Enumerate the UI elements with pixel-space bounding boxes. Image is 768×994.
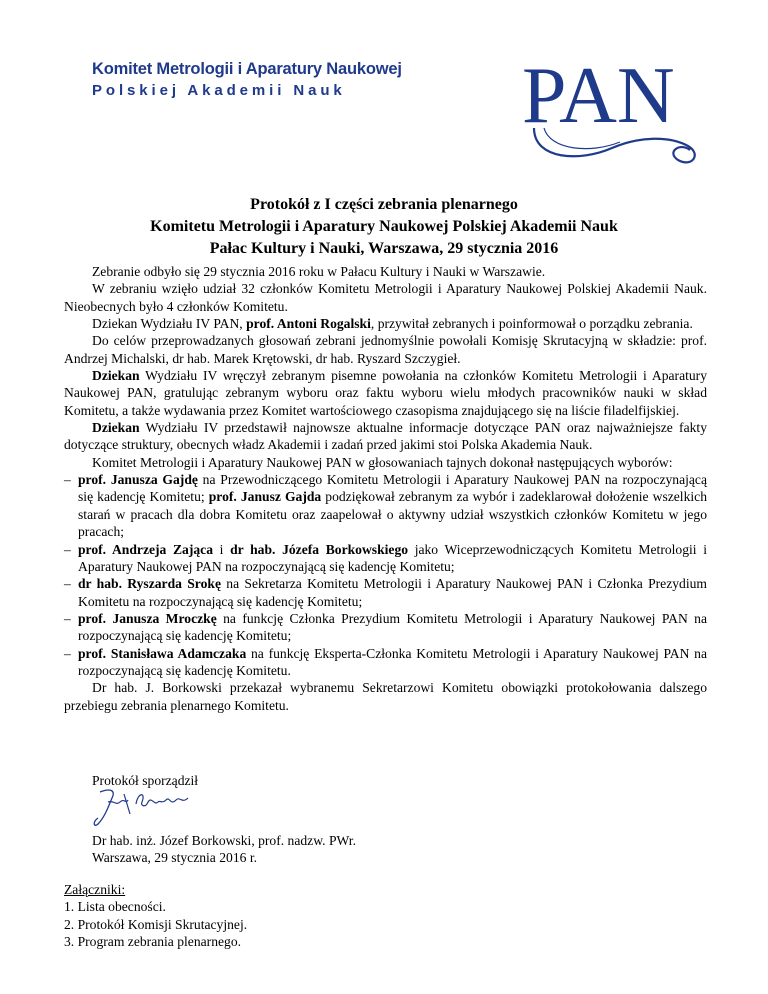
paragraph-welcome: Dziekan Wydziału IV PAN, prof. Antoni Rogalski, przywitał zebranych i poinformował o porządku zebrania.	[92, 316, 693, 332]
election-item-chair: – prof. Janusza Gajdę na Przewodniczącego Komitetu Metrologii i Aparatury Naukowej PAN na rozpoczynającą się kadencję Komitetu; prof. Janusz Gajda podziękował zebranym za wybór i zadeklarował dołożenie wszelkich starań w pracach dla dobra Komitetu oraz zaapelował o aktywny udział wszystkich członków Komitetu w jego pracach;	[64, 472, 707, 540]
signer-name: Dr hab. inż. Józef Borkowski, prof. nadzw. PWr.	[92, 833, 356, 848]
signature-graphic	[90, 784, 200, 830]
paragraph-handover: Dr hab. J. Borkowski przekazał wybranemu Sekretarzowi Komitetu obowiązki protokołowania dalszego przebiegu zebrania plenarnego Komitetu.	[64, 680, 707, 713]
title-line2: Komitetu Metrologii i Aparatury Naukowej Polskiej Akademii Nauk	[150, 218, 618, 235]
org-name-line2: Polskiej Akademii Nauk	[92, 82, 346, 99]
paragraph-elections: Komitet Metrologii i Aparatury Naukowej PAN w głosowaniach tajnych dokonał następujących wyborów:	[92, 454, 673, 470]
paragraph-appointments: Dziekan Wydziału IV wręczył zebranym pisemne powołania na członków Komitetu Metrologii i Aparatury Naukowej PAN, gratulując zebranym wyboru oraz faktu wyboru wielu młodych pracowników nauki w skład Komitetu, a także wydawania przez Komitet wartościowego czasopisma znajdującego się na liście filadelfijskiej.	[64, 368, 707, 418]
document-title	[0, 194, 768, 260]
document-body	[64, 263, 707, 714]
paragraph-meeting-date: Zebranie odbyło się 29 stycznia 2016 roku w Pałacu Kultury i Nauki w Warszawie.	[92, 264, 546, 279]
title-line1: Protokół z I części zebrania plenarnego	[250, 196, 518, 213]
attachments-heading: Załączniki:	[64, 882, 126, 897]
pan-logo-text: PAN	[522, 52, 675, 140]
election-item-vice-chairs: – prof. Andrzeja Zająca i dr hab. Józefa Borkowskiego jako Wiceprzewodniczących Komitetu Metrologii i Aparatury Naukowej PAN na rozpoczynającą się kadencję Komitetu;	[64, 541, 708, 574]
attachments	[64, 881, 247, 951]
title-line3: Pałac Kultury i Nauki, Warszawa, 29 stycznia 2016	[209, 240, 559, 257]
org-header	[92, 60, 402, 99]
paragraph-news: Dziekan Wydziału IV przedstawił najnowsze aktualne informacje dotyczące PAN oraz najważniejsze fakty dotyczące struktury, obecnych władz Akademii i zadań przed jakimi stoi Polska Akademia Nauk.	[64, 420, 707, 453]
signer-block	[92, 832, 356, 867]
attachment-item: 1. Lista obecności.	[64, 899, 166, 915]
pan-logo	[520, 50, 705, 175]
org-name-line1: Komitet Metrologii i Aparatury Naukowej	[92, 60, 402, 78]
signature-label: Protokół sporządził	[92, 773, 199, 788]
paragraph-commission: Do celów przeprowadzanych głosowań zebrani jednomyślnie powołali Komisję Skrutacyjną w składzie: prof. Andrzej Michalski, dr hab. Marek Krętowski, dr hab. Ryszard Szczygieł.	[64, 333, 707, 366]
attachment-item: 3. Program zebrania plenarnego.	[64, 934, 242, 950]
attachment-item: 2. Protokół Komisji Skrutacyjnej.	[64, 916, 248, 932]
handwritten-signature	[90, 784, 200, 830]
signature-date: Warszawa, 29 stycznia 2016 r.	[92, 850, 257, 866]
pan-logo-graphic	[520, 50, 705, 175]
paragraph-attendance: W zebraniu wzięło udział 32 członków Komitetu Metrologii i Aparatury Naukowej Polskiej Akademii Nauk. Nieobecnych było 4 członków Komitetu.	[64, 281, 707, 314]
election-item-expert: – prof. Stanisława Adamczaka na funkcję Eksperta-Członka Komitetu Metrologii i Aparatury Naukowej PAN na rozpoczynającą się kadencję Komitetu.	[64, 645, 707, 678]
election-item-secretary: – dr hab. Ryszarda Srokę na Sekretarza Komitetu Metrologii i Aparatury Naukowej PAN i Członka Prezydium Komitetu na rozpoczynającą się kadencję Komitetu;	[64, 576, 707, 609]
election-item-presidium: – prof. Janusza Mroczkę na funkcję Członka Prezydium Komitetu Metrologii i Aparatury Naukowej PAN na rozpoczynającą się kadencję Komitetu;	[64, 610, 707, 644]
